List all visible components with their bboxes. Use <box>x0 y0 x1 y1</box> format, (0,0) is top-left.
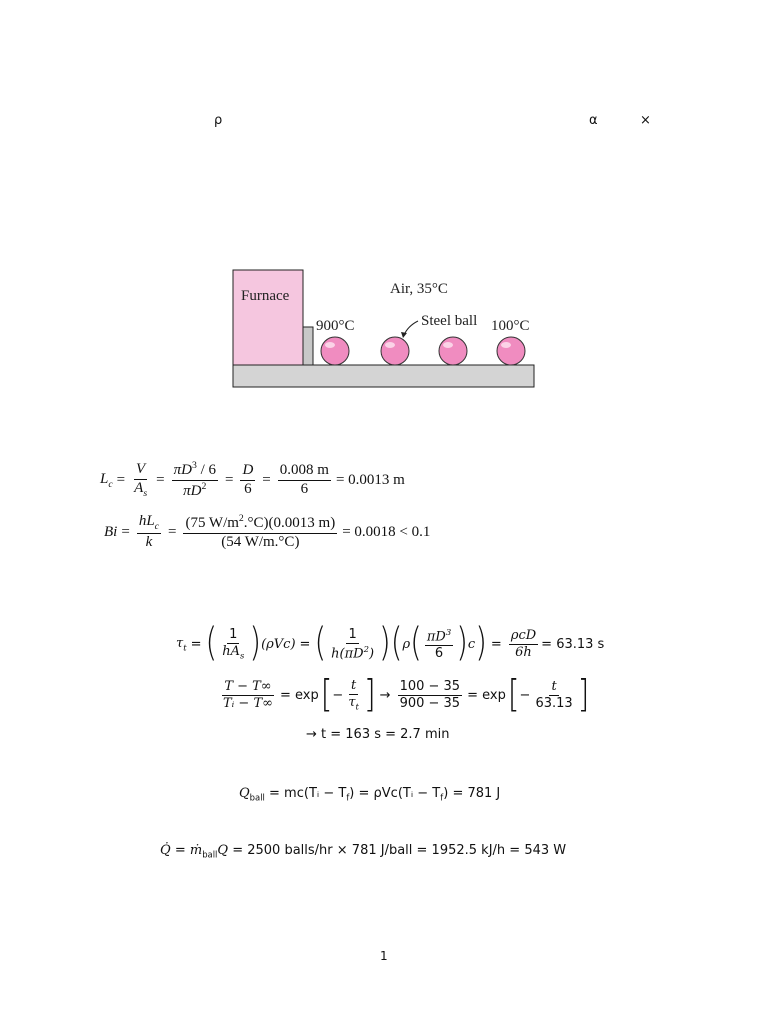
furnace-box <box>233 270 303 365</box>
times-symbol: × <box>640 113 651 128</box>
steel-ball-2 <box>381 337 409 365</box>
eq-characteristic-length: $L_c$ = $\frac{V}{A_s}$ = $\frac{\pi D^3 / 6}{\pi D^2}$ = $\frac{D}{6}$ = $\frac{0.008 m}{6}$ = 0.0013 m <box>100 460 405 499</box>
rho-symbol: ρ <box>214 113 223 128</box>
ball-label: Steel ball <box>421 313 478 329</box>
eq-heat-rate: Q̇ = ṁ$_{ball}$Q = 2500 balls/hr × 781 J/ball = 1952.5 kJ/h = 543 W <box>160 843 567 860</box>
ball-highlight <box>501 342 511 348</box>
arrow-head <box>401 332 407 338</box>
eq-biot-number: Bi = $\frac{hL_c}{k}$ = $\frac{(75 W/m^2.^\circ C)(0.0013 m)}{(54 W/m.^\circ C)}$ = 0.0018 < 0.1 <box>104 513 431 551</box>
steel-ball-3 <box>439 337 467 365</box>
conveyor-base <box>233 365 534 387</box>
furnace-label: Furnace <box>241 288 290 304</box>
eq-heat-per-ball: $Q_{ball}$ = mc(Tᵢ − $T_f$) = ρVc(Tᵢ − $T_f) = 781$ J <box>239 786 501 803</box>
steel-ball-1 <box>321 337 349 365</box>
cold-temp-label: 100°C <box>491 318 530 334</box>
steel-ball-4 <box>497 337 525 365</box>
eq-time-result: → t = 163 s = 2.7 min <box>306 727 450 742</box>
furnace-door <box>303 327 313 365</box>
ball-highlight <box>385 342 395 348</box>
air-label: Air, 35°C <box>390 281 448 297</box>
alpha-symbol: α <box>589 113 598 128</box>
furnace-diagram <box>232 266 544 390</box>
page-number: 1 <box>380 949 388 963</box>
ball-highlight <box>325 342 335 348</box>
eq-temperature-ratio: $\frac{T - T\infty}{\text{Tᵢ − T∞}}$ = exp [ − $\frac{t}{\tau_t}$ ] → $\frac{100 - 35}{900 - 35}$ = exp [ − $\frac{t}{63.13}$ ] <box>223 672 590 717</box>
eq-time-constant: $\tau_t$ = ( $\frac{1}{hA_s}$ ) (ρVc) = ( $\frac{1}{h(\pi D^2)}$ ) ( ρ ( $\frac{\pi D^3}{6}$ ) c ) = $\frac{\text{ρcD}}{6h}$ = 63.13 s <box>176 620 605 667</box>
hot-temp-label: 900°C <box>316 318 355 334</box>
ball-highlight <box>443 342 453 348</box>
furnace-figure <box>232 266 544 390</box>
